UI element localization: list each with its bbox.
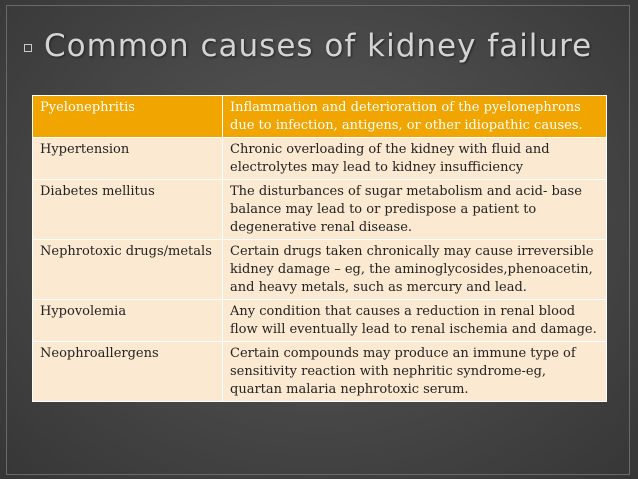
cause-cell: Hypertension bbox=[33, 138, 223, 180]
table-row bbox=[33, 342, 607, 402]
cause-cell: Pyelonephritis bbox=[33, 96, 223, 138]
description-cell: Chronic overloading of the kidney with fluid and electrolytes may lead to kidney insufficiency bbox=[223, 138, 607, 180]
table-row bbox=[33, 138, 607, 180]
cause-cell: Diabetes mellitus bbox=[33, 180, 223, 240]
table-row bbox=[33, 96, 607, 138]
description-cell: The disturbances of sugar metabolism and acid- base balance may lead to or predispose a patient to degenerative renal disease. bbox=[223, 180, 607, 240]
description-cell: Any condition that causes a reduction in renal blood flow will eventually lead to renal ischemia and damage. bbox=[223, 300, 607, 342]
table-row bbox=[33, 180, 607, 240]
table-row bbox=[33, 300, 607, 342]
cause-cell: Nephrotoxic drugs/metals bbox=[33, 240, 223, 300]
cause-cell: Hypovolemia bbox=[33, 300, 223, 342]
cause-cell: Neophroallergens bbox=[33, 342, 223, 402]
causes-table bbox=[32, 95, 607, 402]
table-row bbox=[33, 240, 607, 300]
slide-title: Common causes of kidney failure bbox=[44, 28, 593, 64]
title-bullet-icon bbox=[24, 44, 32, 52]
description-cell: Certain drugs taken chronically may cause irreversible kidney damage – eg, the aminoglycosides,phenoacetin, and heavy metals, such as mercury and lead. bbox=[223, 240, 607, 300]
description-cell: Certain compounds may produce an immune type of sensitivity reaction with nephritic syndrome-eg, quartan malaria nephrotoxic serum. bbox=[223, 342, 607, 402]
description-cell: Inflammation and deterioration of the pyelonephrons due to infection, antigens, or other idiopathic causes. bbox=[223, 96, 607, 138]
